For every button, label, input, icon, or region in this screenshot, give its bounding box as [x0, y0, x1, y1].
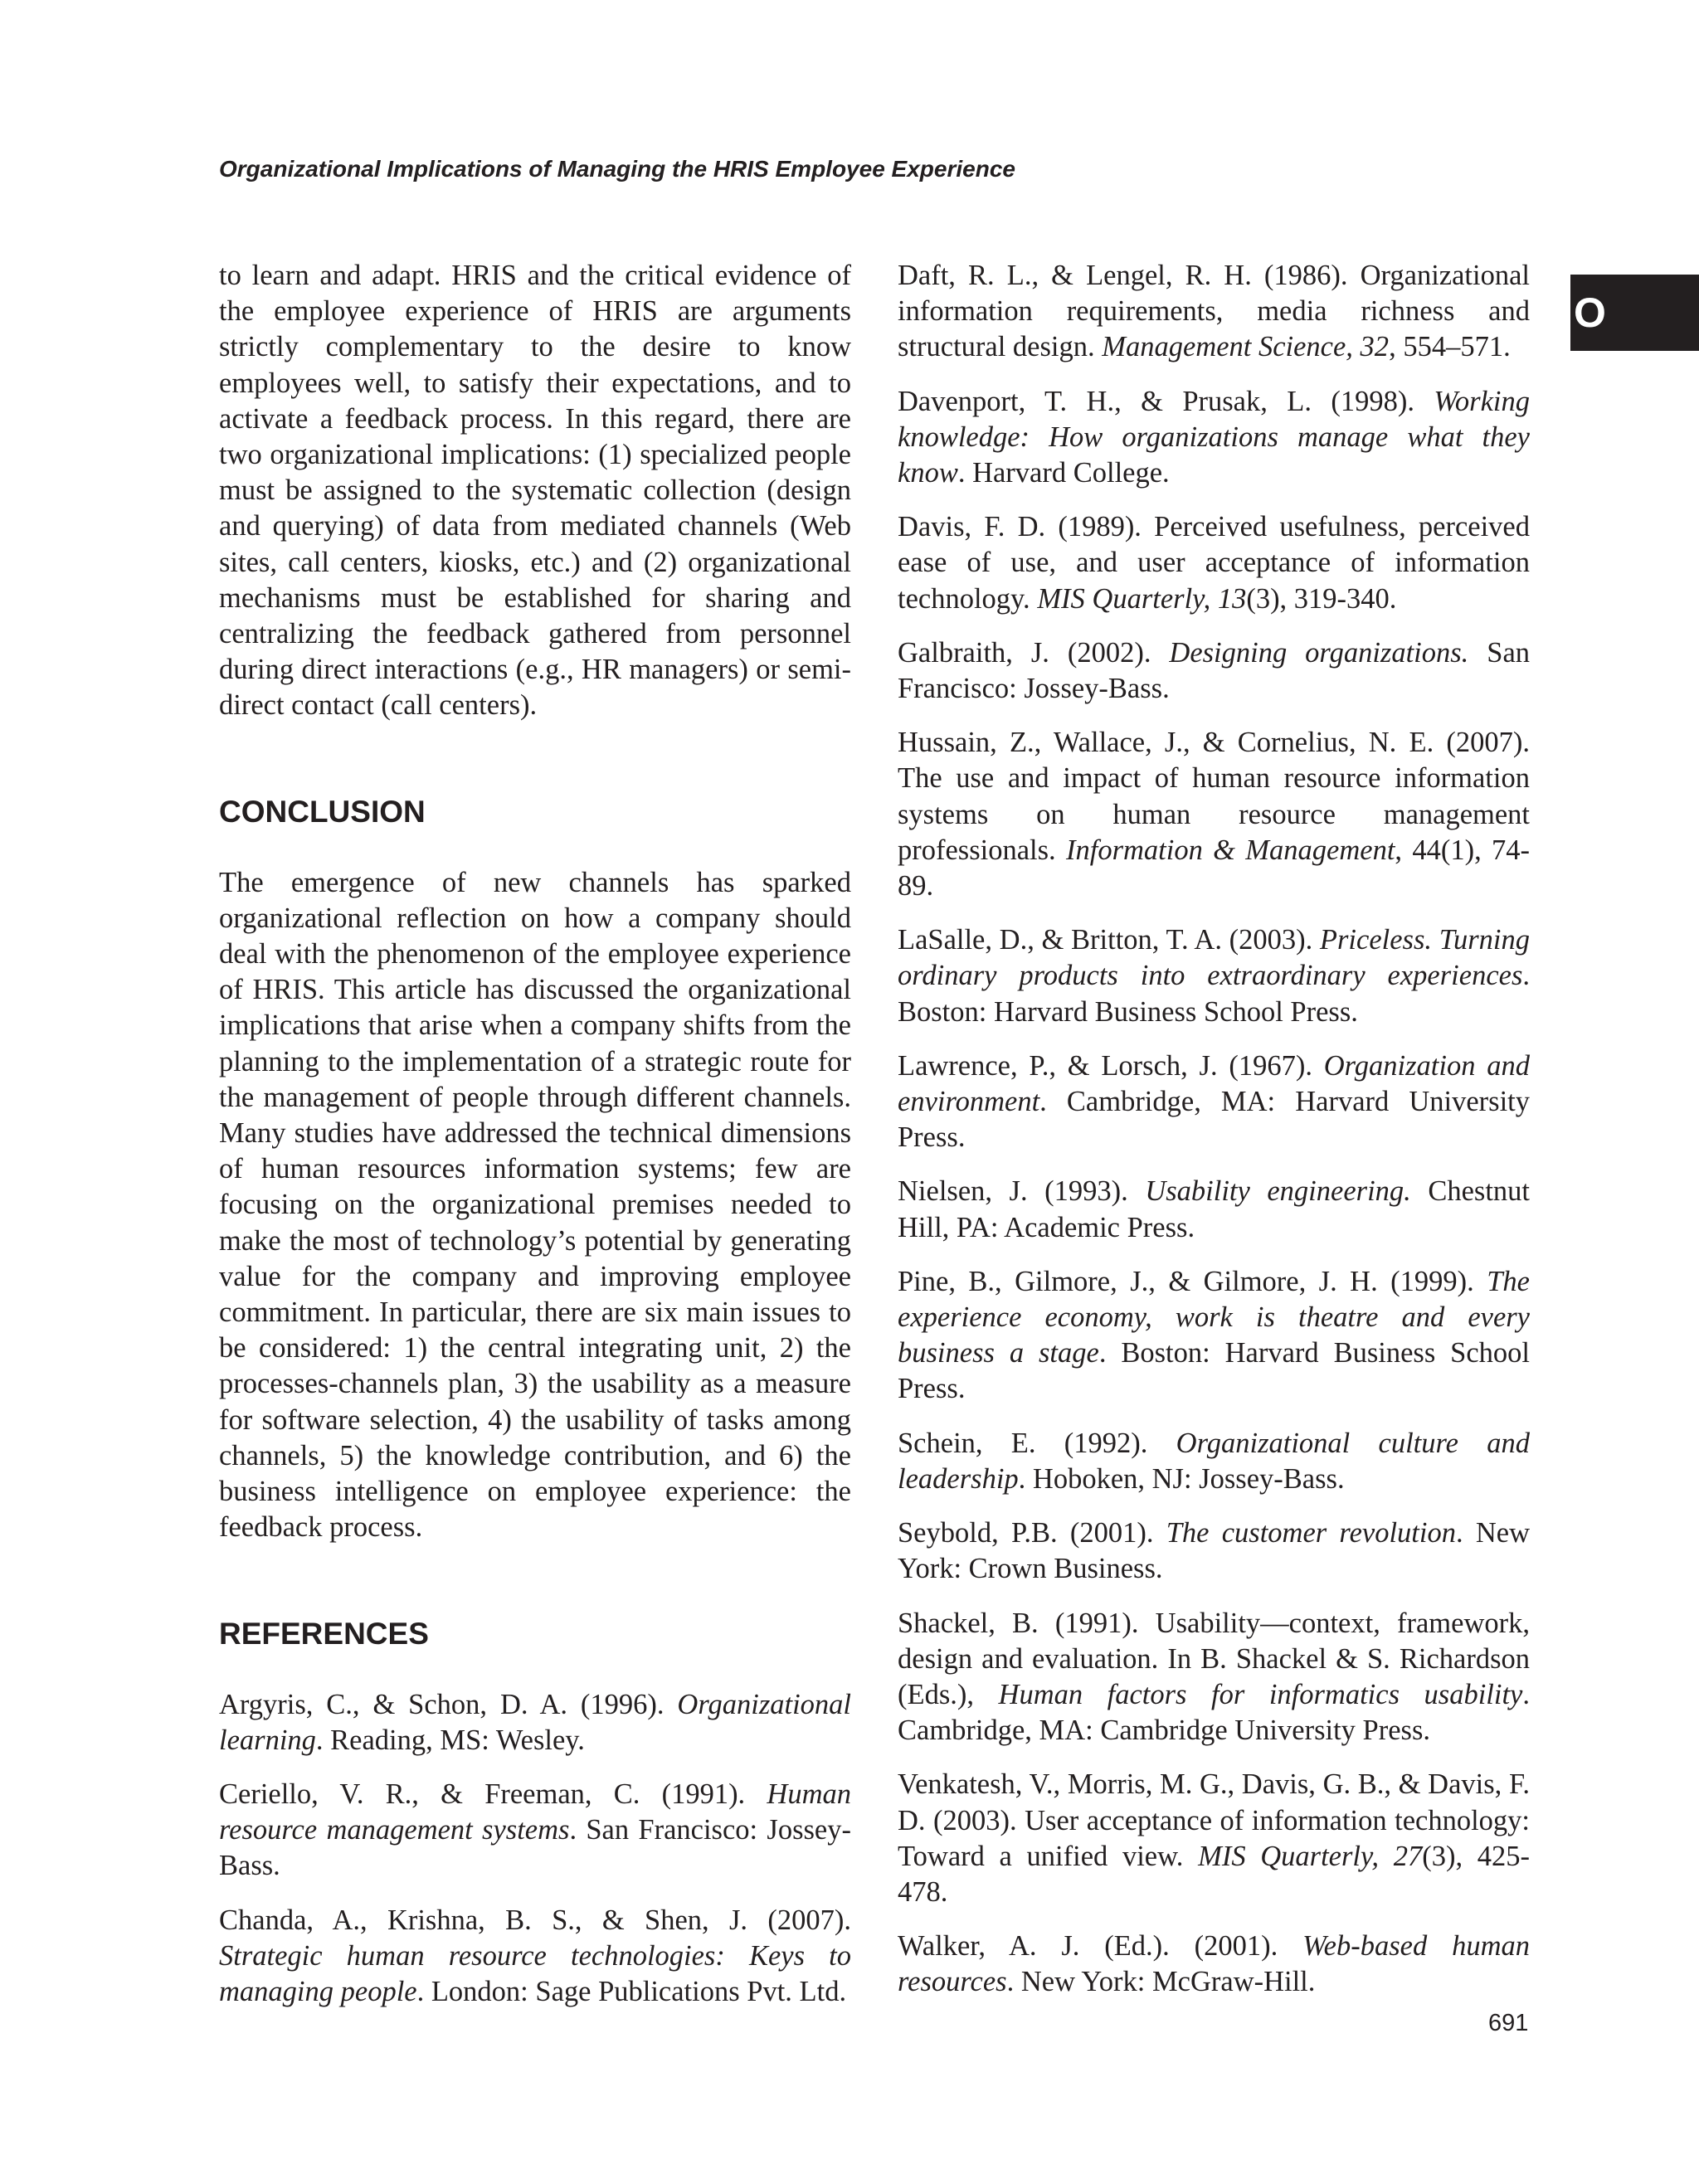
reference-item: LaSalle, D., & Britton, T. A. (2003). Priceless. Turning ordinary products into extraordinary experiences. Boston: Harvard Business School Press.	[898, 924, 1530, 1028]
reference-item: Hussain, Z., Wallace, J., & Cornelius, N. E. (2007). The use and impact of human resource information systems on human resource management professionals. Information & Management, 44(1), 74-89.	[898, 727, 1530, 902]
left-column	[219, 258, 851, 2028]
reference-item: Walker, A. J. (Ed.). (2001). Web-based human resources. New York: McGraw-Hill.	[898, 1930, 1530, 1998]
reference-item: Argyris, C., & Schon, D. A. (1996). Organizational learning. Reading, MS: Wesley.	[219, 1688, 851, 1756]
reference-item: Shackel, B. (1991). Usability—context, framework, design and evaluation. In B. Shackel & S. Richardson (Eds.), Human factors for informatics usability. Cambridge, MA: Cambridge University Press.	[898, 1607, 1530, 1747]
references-heading: REFERENCES	[219, 1616, 429, 1651]
reference-item: Ceriello, V. R., & Freeman, C. (1991). Human resource management systems. San Francisco: Jossey-Bass.	[219, 1778, 851, 1882]
page-number: 691	[1488, 2010, 1529, 2036]
reference-item: Nielsen, J. (1993). Usability engineering. Chestnut Hill, PA: Academic Press.	[898, 1175, 1531, 1243]
reference-item: Daft, R. L., & Lengel, R. H. (1986). Organizational information requirements, media richness and structural design. Management Science, 32, 554–571.	[898, 260, 1530, 363]
section-tab: O	[1570, 275, 1699, 351]
reference-item: Chanda, A., Krishna, B. S., & Shen, J. (2007). Strategic human resource technologies: Keys to managing people. London: Sage Publications Pvt. Ltd.	[219, 1904, 851, 2007]
reference-item: Schein, E. (1992). Organizational culture and leadership. Hoboken, NJ: Jossey-Bass.	[898, 1427, 1530, 1495]
right-column	[898, 258, 1530, 2019]
reference-item: Davenport, T. H., & Prusak, L. (1998). Working knowledge: How organizations manage what they know. Harvard College.	[898, 385, 1530, 489]
conclusion-paragraph: The emergence of new channels has sparked organizational reflection on how a company should deal with the phenomenon of the employee experience of HRIS. This article has discussed the organizational implications that arise when a company shifts from the planning to the implementation of a strategic route for the management of people through different channels. Many studies have addressed the technical dimensions of human resources information systems; few are focusing on the organizational premises needed to make the most of technology’s potential by generating value for the company and improving employee commitment. In particular, there are six main issues to be considered: 1) the central integrating unit, 2) the processes-channels plan, 3) the usability as a measure for software selection, 4) the usability of tasks among channels, 5) the knowledge contribution, and 6) the business intelligence on employee experience: the feedback process.	[219, 866, 851, 1544]
reference-item: Venkatesh, V., Morris, M. G., Davis, G. B., & Davis, F. D. (2003). User acceptance of information technology: Toward a unified view. MIS Quarterly, 27(3), 425- 478.	[898, 1768, 1530, 1908]
reference-item: Davis, F. D. (1989). Perceived usefulness, perceived ease of use, and user acceptance of information technology. MIS Quarterly, 13(3), 319-340.	[898, 511, 1530, 615]
reference-item: Seybold, P.B. (2001). The customer revolution. New York: Crown Business.	[898, 1517, 1530, 1585]
running-head: Organizational Implications of Managing the HRIS Employee Experience	[219, 156, 1015, 182]
reference-item: Pine, B., Gilmore, J., & Gilmore, J. H. (1999). The experience economy, work is theatre and every business a stage. Boston: Harvard Business School Press.	[898, 1265, 1530, 1405]
intro-paragraph: to learn and adapt. HRIS and the critical evidence of the employee experience of HRIS are arguments strictly complementary to the desire to know employees well, to satisfy their expectations, and to activate a feedback process. In this regard, there are two organizational implications: (1) specialized people must be assigned to the systematic collection (design and querying) of data from mediated channels (Web sites, call centers, kiosks, etc.) and (2) organizational mechanisms must be established for sharing and centralizing the feedback gathered from personnel during direct interactions (e.g., HR managers) or semi-direct contact (call centers).	[219, 260, 851, 722]
conclusion-heading: CONCLUSION	[219, 794, 426, 829]
reference-item: Galbraith, J. (2002). Designing organizations. San Francisco: Jossey-Bass.	[898, 636, 1531, 705]
reference-item: Lawrence, P., & Lorsch, J. (1967). Organization and environment. Cambridge, MA: Harvard University Press.	[898, 1049, 1530, 1154]
left-reference-list	[219, 1687, 851, 2011]
